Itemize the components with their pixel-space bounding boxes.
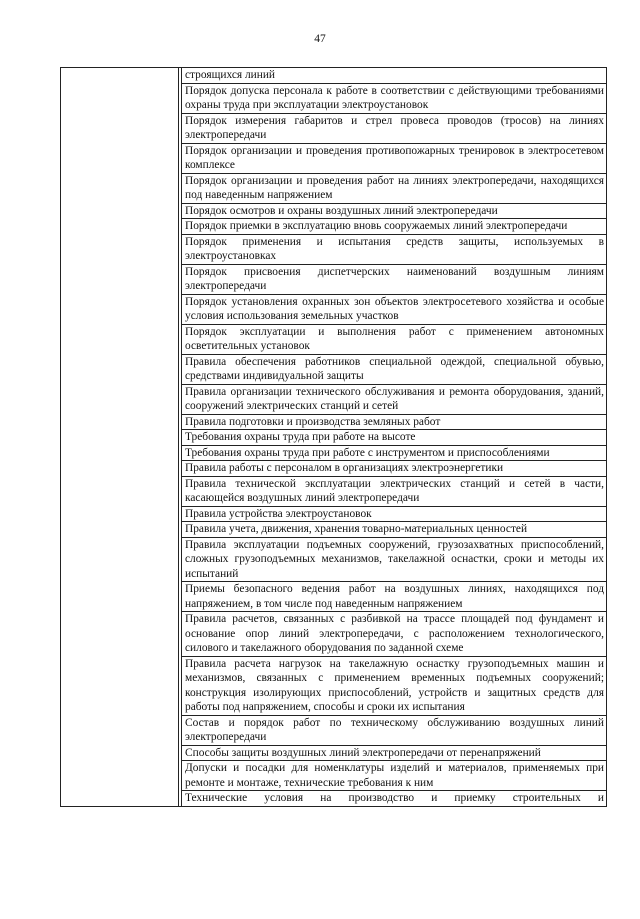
list-item: Технические условия на производство и приемку строительных и xyxy=(185,792,604,804)
list-item: Правила эксплуатации подъемных сооружений, грузозахватных приспособлений, сложных грузоподъемных механизмов, такелажной оснастки, сроки и методы их испытаний xyxy=(182,538,606,583)
list-item: Способы защиты воздушных линий электропередачи от перенапряжений xyxy=(182,746,606,762)
page-number: 47 xyxy=(314,33,326,45)
list-item: Порядок организации и проведения противопожарных тренировок в электросетевом комплексе xyxy=(182,144,606,174)
list-item: Правила учета, движения, хранения товарно-материальных ценностей xyxy=(182,522,606,538)
knowledge-column-cell xyxy=(182,68,607,807)
list-item: Правила расчетов, связанных с разбивкой на трассе площадей под фундамент и основание опор линий электропередачи, с расположением технологического, силового и такелажного оборудования по заданной схеме xyxy=(182,612,606,657)
list-item: Требования охраны труда при работе на высоте xyxy=(182,430,606,446)
label-column-cell xyxy=(61,68,179,807)
list-item: Допуски и посадки для номенклатуры изделий и материалов, применяемых при ремонте и монтаже, технические требования к ним xyxy=(182,761,606,791)
list-item: Состав и порядок работ по техническому обслуживанию воздушных линий электропередачи xyxy=(182,716,606,746)
list-item: Порядок присвоения диспетчерских наименований воздушным линиям электропередачи xyxy=(182,265,606,295)
list-item: Правила обеспечения работников специальной одеждой, специальной обувью, средствами индивидуальной защиты xyxy=(182,355,606,385)
list-item: Порядок приемки в эксплуатацию вновь сооружаемых линий электропередачи xyxy=(182,219,606,235)
list-item: строящихся линий xyxy=(182,68,606,84)
list-item: Порядок измерения габаритов и стрел провеса проводов (тросов) на линиях электропередачи xyxy=(182,114,606,144)
knowledge-list xyxy=(182,68,606,806)
list-item: Правила расчета нагрузок на такелажную оснастку грузоподъемных машин и механизмов, связанных с применением временных подъемных сооружений; конструкция изолирующих приспособлений, устройств и защитных средств для работы под напряжением, способы и сроки их испытания xyxy=(182,657,606,716)
list-item: Требования охраны труда при работе с инструментом и приспособлениями xyxy=(182,446,606,462)
list-item: Приемы безопасного ведения работ на воздушных линиях, находящихся под напряжением, в том числе под наведенным напряжением xyxy=(182,582,606,612)
list-item: Порядок допуска персонала к работе в соответствии с действующими требованиями охраны труда при эксплуатации электроустановок xyxy=(182,84,606,114)
requirements-table xyxy=(60,67,607,807)
list-item: Правила работы с персоналом в организациях электроэнергетики xyxy=(182,461,606,477)
list-item: Правила устройства электроустановок xyxy=(182,507,606,523)
list-item: Порядок установления охранных зон объектов электросетевого хозяйства и особые условия использования земельных участков xyxy=(182,295,606,325)
list-item: Порядок применения и испытания средств защиты, используемых в электроустановках xyxy=(182,235,606,265)
list-item: Порядок организации и проведения работ на линиях электропередачи, находящихся под наведенным напряжением xyxy=(182,174,606,204)
list-item: Порядок осмотров и охраны воздушных линий электропередачи xyxy=(182,204,606,220)
list-item: Порядок эксплуатации и выполнения работ с применением автономных осветительных установок xyxy=(182,325,606,355)
list-item: Правила технической эксплуатации электрических станций и сетей в части, касающейся воздушных линий электропередачи xyxy=(182,477,606,507)
list-item: Правила подготовки и производства земляных работ xyxy=(182,415,606,431)
table-row xyxy=(61,68,607,807)
list-item: Правила организации технического обслуживания и ремонта оборудования, зданий, сооружений электрических станций и сетей xyxy=(182,385,606,415)
